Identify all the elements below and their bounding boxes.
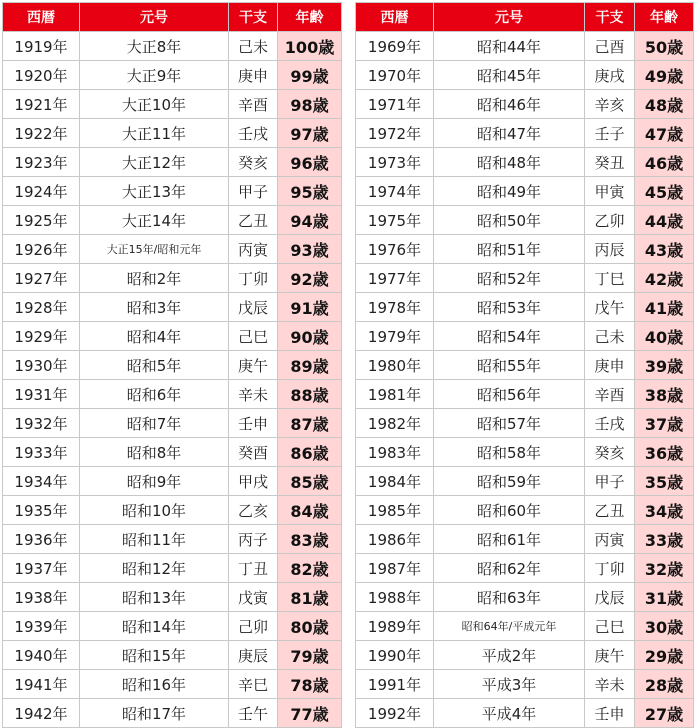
- table-row: [356, 264, 694, 293]
- cell-seireki: 1936年: [3, 525, 80, 554]
- table-row: [356, 496, 694, 525]
- cell-seireki: 1970年: [356, 61, 434, 90]
- cell-eto: 乙丑: [585, 496, 635, 525]
- cell-gengo: 昭和3年: [80, 293, 229, 322]
- cell-age: 92歳: [278, 264, 342, 293]
- cell-age: 28歳: [635, 670, 694, 699]
- table-row: [356, 206, 694, 235]
- cell-age: 42歳: [635, 264, 694, 293]
- cell-age: 88歳: [278, 380, 342, 409]
- table-row: [356, 380, 694, 409]
- cell-seireki: 1971年: [356, 90, 434, 119]
- cell-eto: 庚申: [585, 351, 635, 380]
- cell-seireki: 1928年: [3, 293, 80, 322]
- header-age: 年齢: [635, 3, 694, 32]
- cell-seireki: 1925年: [3, 206, 80, 235]
- cell-age: 97歳: [278, 119, 342, 148]
- cell-seireki: 1972年: [356, 119, 434, 148]
- table-row: [356, 409, 694, 438]
- cell-eto: 壬戌: [585, 409, 635, 438]
- cell-gengo: 昭和62年: [434, 554, 585, 583]
- cell-eto: 戊午: [585, 293, 635, 322]
- cell-age: 78歳: [278, 670, 342, 699]
- cell-gengo: 平成2年: [434, 641, 585, 670]
- cell-eto: 己卯: [229, 612, 278, 641]
- cell-age: 49歳: [635, 61, 694, 90]
- cell-gengo: 昭和13年: [80, 583, 229, 612]
- cell-eto: 丙寅: [585, 525, 635, 554]
- table-row: [3, 351, 342, 380]
- age-table-right: [355, 2, 694, 728]
- cell-gengo: 昭和51年: [434, 235, 585, 264]
- cell-age: 87歳: [278, 409, 342, 438]
- cell-eto: 癸亥: [229, 148, 278, 177]
- cell-eto: 壬申: [229, 409, 278, 438]
- header-age: 年齢: [278, 3, 342, 32]
- cell-gengo: 昭和48年: [434, 148, 585, 177]
- table-row: [3, 670, 342, 699]
- cell-eto: 庚申: [229, 61, 278, 90]
- table-row: [3, 322, 342, 351]
- cell-eto: 丁巳: [585, 264, 635, 293]
- header-gengo: 元号: [80, 3, 229, 32]
- cell-gengo: 昭和14年: [80, 612, 229, 641]
- table-row: [3, 264, 342, 293]
- cell-seireki: 1976年: [356, 235, 434, 264]
- cell-gengo: 昭和58年: [434, 438, 585, 467]
- cell-age: 80歳: [278, 612, 342, 641]
- cell-gengo: 大正12年: [80, 148, 229, 177]
- cell-gengo: 昭和56年: [434, 380, 585, 409]
- cell-seireki: 1942年: [3, 699, 80, 728]
- cell-eto: 戊辰: [585, 583, 635, 612]
- cell-seireki: 1981年: [356, 380, 434, 409]
- table-row: [3, 467, 342, 496]
- cell-eto: 辛亥: [585, 90, 635, 119]
- table-row: [356, 177, 694, 206]
- cell-seireki: 1924年: [3, 177, 80, 206]
- cell-eto: 壬申: [585, 699, 635, 728]
- table-row: [3, 554, 342, 583]
- cell-seireki: 1934年: [3, 467, 80, 496]
- cell-age: 29歳: [635, 641, 694, 670]
- cell-age: 33歳: [635, 525, 694, 554]
- cell-seireki: 1935年: [3, 496, 80, 525]
- cell-age: 38歳: [635, 380, 694, 409]
- cell-eto: 乙卯: [585, 206, 635, 235]
- cell-eto: 戊寅: [229, 583, 278, 612]
- cell-eto: 辛酉: [585, 380, 635, 409]
- cell-gengo: 大正8年: [80, 32, 229, 61]
- cell-eto: 己未: [585, 322, 635, 351]
- table-row: [356, 641, 694, 670]
- cell-age: 95歳: [278, 177, 342, 206]
- cell-seireki: 1974年: [356, 177, 434, 206]
- cell-age: 83歳: [278, 525, 342, 554]
- cell-gengo: 平成4年: [434, 699, 585, 728]
- cell-age: 36歳: [635, 438, 694, 467]
- cell-eto: 辛未: [585, 670, 635, 699]
- table-row: [3, 235, 342, 264]
- cell-age: 98歳: [278, 90, 342, 119]
- cell-eto: 己巳: [585, 612, 635, 641]
- cell-eto: 壬午: [229, 699, 278, 728]
- cell-gengo: 昭和11年: [80, 525, 229, 554]
- cell-gengo: 昭和16年: [80, 670, 229, 699]
- cell-eto: 丙寅: [229, 235, 278, 264]
- cell-gengo: 昭和60年: [434, 496, 585, 525]
- table-row: [356, 554, 694, 583]
- cell-gengo: 昭和49年: [434, 177, 585, 206]
- cell-age: 79歳: [278, 641, 342, 670]
- cell-eto: 庚辰: [229, 641, 278, 670]
- cell-gengo: 昭和4年: [80, 322, 229, 351]
- cell-gengo: 昭和2年: [80, 264, 229, 293]
- cell-gengo: 大正9年: [80, 61, 229, 90]
- cell-seireki: 1937年: [3, 554, 80, 583]
- cell-age: 48歳: [635, 90, 694, 119]
- cell-age: 100歳: [278, 32, 342, 61]
- cell-gengo: 昭和61年: [434, 525, 585, 554]
- table-row: [3, 293, 342, 322]
- cell-eto: 壬戌: [229, 119, 278, 148]
- cell-eto: 己酉: [585, 32, 635, 61]
- cell-gengo: 昭和5年: [80, 351, 229, 380]
- cell-eto: 丁卯: [229, 264, 278, 293]
- cell-gengo: 昭和44年: [434, 32, 585, 61]
- table-row: [356, 525, 694, 554]
- cell-eto: 庚午: [585, 641, 635, 670]
- cell-gengo: 昭和6年: [80, 380, 229, 409]
- cell-eto: 己巳: [229, 322, 278, 351]
- table-row: [356, 467, 694, 496]
- cell-gengo: 昭和50年: [434, 206, 585, 235]
- cell-gengo: 昭和12年: [80, 554, 229, 583]
- header-eto: 干支: [585, 3, 635, 32]
- table-row: [3, 612, 342, 641]
- cell-eto: 戊辰: [229, 293, 278, 322]
- cell-eto: 庚午: [229, 351, 278, 380]
- cell-age: 82歳: [278, 554, 342, 583]
- cell-eto: 壬子: [585, 119, 635, 148]
- table-row: [3, 61, 342, 90]
- cell-age: 40歳: [635, 322, 694, 351]
- cell-gengo: 大正15年/昭和元年: [80, 235, 229, 264]
- cell-seireki: 1941年: [3, 670, 80, 699]
- table-row: [356, 351, 694, 380]
- cell-eto: 庚戌: [585, 61, 635, 90]
- header-eto: 干支: [229, 3, 278, 32]
- cell-gengo: 大正14年: [80, 206, 229, 235]
- cell-gengo: 昭和59年: [434, 467, 585, 496]
- cell-seireki: 1986年: [356, 525, 434, 554]
- cell-seireki: 1980年: [356, 351, 434, 380]
- cell-gengo: 昭和45年: [434, 61, 585, 90]
- table-row: [356, 699, 694, 728]
- table-row: [356, 583, 694, 612]
- cell-seireki: 1931年: [3, 380, 80, 409]
- cell-gengo: 大正13年: [80, 177, 229, 206]
- cell-age: 35歳: [635, 467, 694, 496]
- cell-seireki: 1988年: [356, 583, 434, 612]
- cell-age: 44歳: [635, 206, 694, 235]
- cell-age: 81歳: [278, 583, 342, 612]
- header-gengo: 元号: [434, 3, 585, 32]
- table-row: [356, 612, 694, 641]
- cell-eto: 甲子: [585, 467, 635, 496]
- cell-seireki: 1922年: [3, 119, 80, 148]
- table-row: [3, 525, 342, 554]
- cell-eto: 癸酉: [229, 438, 278, 467]
- table-row: [356, 90, 694, 119]
- table-row: [3, 641, 342, 670]
- cell-seireki: 1969年: [356, 32, 434, 61]
- cell-seireki: 1939年: [3, 612, 80, 641]
- cell-gengo: 昭和55年: [434, 351, 585, 380]
- cell-seireki: 1933年: [3, 438, 80, 467]
- table-row: [3, 90, 342, 119]
- cell-age: 41歳: [635, 293, 694, 322]
- header-seireki: 西暦: [3, 3, 80, 32]
- cell-seireki: 1977年: [356, 264, 434, 293]
- cell-age: 31歳: [635, 583, 694, 612]
- cell-seireki: 1938年: [3, 583, 80, 612]
- cell-age: 39歳: [635, 351, 694, 380]
- cell-seireki: 1975年: [356, 206, 434, 235]
- cell-age: 27歳: [635, 699, 694, 728]
- cell-age: 84歳: [278, 496, 342, 525]
- cell-eto: 甲寅: [585, 177, 635, 206]
- cell-seireki: 1984年: [356, 467, 434, 496]
- cell-seireki: 1982年: [356, 409, 434, 438]
- cell-seireki: 1927年: [3, 264, 80, 293]
- cell-gengo: 昭和10年: [80, 496, 229, 525]
- cell-seireki: 1919年: [3, 32, 80, 61]
- table-row: [3, 119, 342, 148]
- cell-eto: 己未: [229, 32, 278, 61]
- cell-seireki: 1930年: [3, 351, 80, 380]
- cell-age: 50歳: [635, 32, 694, 61]
- cell-gengo: 昭和17年: [80, 699, 229, 728]
- cell-age: 32歳: [635, 554, 694, 583]
- cell-eto: 癸丑: [585, 148, 635, 177]
- cell-age: 91歳: [278, 293, 342, 322]
- cell-eto: 丙辰: [585, 235, 635, 264]
- table-row: [3, 699, 342, 728]
- cell-gengo: 昭和54年: [434, 322, 585, 351]
- cell-eto: 甲子: [229, 177, 278, 206]
- cell-seireki: 1987年: [356, 554, 434, 583]
- cell-eto: 辛酉: [229, 90, 278, 119]
- cell-seireki: 1989年: [356, 612, 434, 641]
- cell-seireki: 1983年: [356, 438, 434, 467]
- table-row: [356, 61, 694, 90]
- table-row: [3, 496, 342, 525]
- cell-age: 90歳: [278, 322, 342, 351]
- cell-age: 47歳: [635, 119, 694, 148]
- cell-eto: 乙丑: [229, 206, 278, 235]
- cell-gengo: 大正10年: [80, 90, 229, 119]
- table-row: [3, 177, 342, 206]
- cell-eto: 乙亥: [229, 496, 278, 525]
- cell-gengo: 昭和52年: [434, 264, 585, 293]
- cell-age: 93歳: [278, 235, 342, 264]
- cell-seireki: 1932年: [3, 409, 80, 438]
- table-row: [356, 235, 694, 264]
- cell-gengo: 昭和7年: [80, 409, 229, 438]
- cell-seireki: 1979年: [356, 322, 434, 351]
- cell-gengo: 大正11年: [80, 119, 229, 148]
- cell-gengo: 昭和57年: [434, 409, 585, 438]
- cell-seireki: 1940年: [3, 641, 80, 670]
- cell-age: 46歳: [635, 148, 694, 177]
- cell-age: 85歳: [278, 467, 342, 496]
- cell-age: 77歳: [278, 699, 342, 728]
- cell-eto: 丁丑: [229, 554, 278, 583]
- cell-age: 96歳: [278, 148, 342, 177]
- table-row: [3, 409, 342, 438]
- cell-gengo: 昭和15年: [80, 641, 229, 670]
- cell-age: 86歳: [278, 438, 342, 467]
- cell-seireki: 1921年: [3, 90, 80, 119]
- cell-seireki: 1990年: [356, 641, 434, 670]
- cell-seireki: 1978年: [356, 293, 434, 322]
- cell-eto: 甲戌: [229, 467, 278, 496]
- table-row: [356, 293, 694, 322]
- table-row: [3, 438, 342, 467]
- table-row: [356, 32, 694, 61]
- cell-eto: 丙子: [229, 525, 278, 554]
- cell-eto: 辛巳: [229, 670, 278, 699]
- table-row: [3, 148, 342, 177]
- age-table-left: [2, 2, 342, 728]
- cell-age: 37歳: [635, 409, 694, 438]
- cell-age: 99歳: [278, 61, 342, 90]
- cell-seireki: 1992年: [356, 699, 434, 728]
- cell-age: 43歳: [635, 235, 694, 264]
- header-seireki: 西暦: [356, 3, 434, 32]
- cell-age: 94歳: [278, 206, 342, 235]
- cell-seireki: 1926年: [3, 235, 80, 264]
- table-row: [3, 32, 342, 61]
- table-row: [356, 438, 694, 467]
- cell-eto: 丁卯: [585, 554, 635, 583]
- table-row: [3, 380, 342, 409]
- cell-gengo: 昭和47年: [434, 119, 585, 148]
- cell-eto: 辛未: [229, 380, 278, 409]
- cell-gengo: 昭和46年: [434, 90, 585, 119]
- cell-eto: 癸亥: [585, 438, 635, 467]
- cell-age: 34歳: [635, 496, 694, 525]
- cell-seireki: 1973年: [356, 148, 434, 177]
- cell-age: 45歳: [635, 177, 694, 206]
- cell-seireki: 1923年: [3, 148, 80, 177]
- table-row: [3, 206, 342, 235]
- cell-gengo: 平成3年: [434, 670, 585, 699]
- table-row: [3, 583, 342, 612]
- header-row: [356, 3, 694, 32]
- cell-age: 30歳: [635, 612, 694, 641]
- cell-age: 89歳: [278, 351, 342, 380]
- cell-seireki: 1929年: [3, 322, 80, 351]
- cell-gengo: 昭和9年: [80, 467, 229, 496]
- table-row: [356, 148, 694, 177]
- table-row: [356, 119, 694, 148]
- cell-seireki: 1991年: [356, 670, 434, 699]
- table-row: [356, 670, 694, 699]
- cell-seireki: 1920年: [3, 61, 80, 90]
- cell-gengo: 昭和63年: [434, 583, 585, 612]
- cell-gengo: 昭和53年: [434, 293, 585, 322]
- cell-gengo: 昭和64年/平成元年: [434, 612, 585, 641]
- header-row: [3, 3, 342, 32]
- table-row: [356, 322, 694, 351]
- cell-gengo: 昭和8年: [80, 438, 229, 467]
- cell-seireki: 1985年: [356, 496, 434, 525]
